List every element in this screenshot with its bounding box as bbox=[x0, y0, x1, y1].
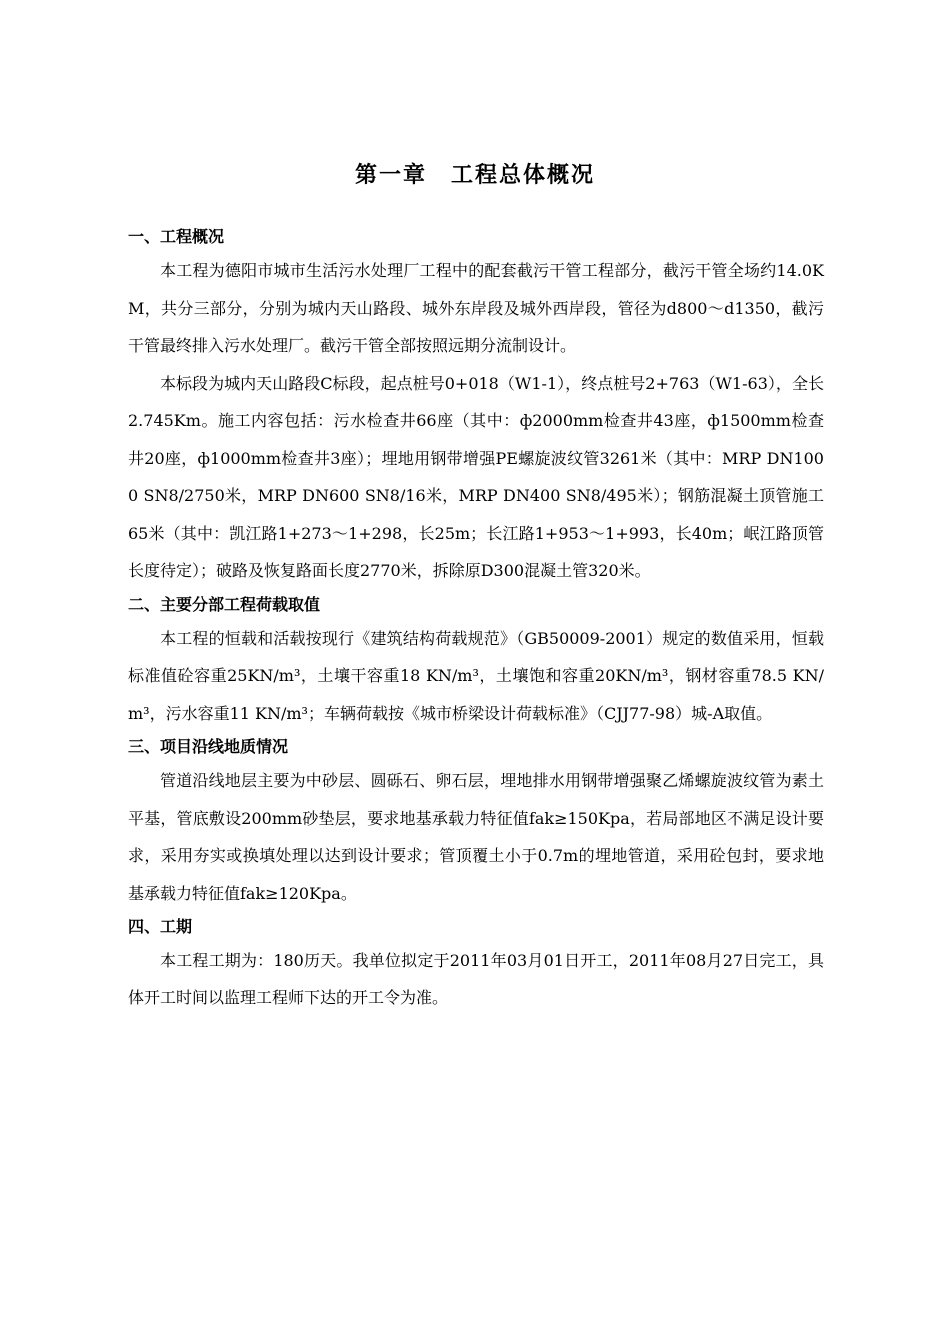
paragraph: 本工程为德阳市城市生活污水处理厂工程中的配套截污干管工程部分，截污干管全场约14.0KM，共分三部分，分别为城内天山路段、城外东岸段及城外西岸段，管径为d800～d1350，截污干管最终排入污水处理厂。截污干管全部按照远期分流制设计。 bbox=[128, 261, 824, 355]
section-geology bbox=[128, 732, 824, 912]
section-heading: 四、工期 bbox=[128, 917, 193, 936]
paragraph: 本工程的恒载和活载按现行《建筑结构荷载规范》（GB50009-2001）规定的数值采用，恒载标准值砼容重25KN/m³，土壤干容重18 KN/m³，土壤饱和容重20KN/m³，钢材容重78.5 KN/m³，污水容重11 KN/m³；车辆荷载按《城市桥梁设计荷载标准》（CJJ77-98）城-A取值。 bbox=[128, 628, 824, 723]
paragraph: 本工程工期为：180历天。我单位拟定于2011年03月01日开工，2011年08月27日完工，具体开工时间以监理工程师下达的开工令为准。 bbox=[128, 951, 824, 1007]
section-heading: 三、项目沿线地质情况 bbox=[128, 737, 289, 756]
section-overview bbox=[128, 222, 824, 590]
chapter-title: 第一章 工程总体概况 bbox=[354, 163, 595, 188]
section-loads bbox=[128, 590, 824, 733]
document-body bbox=[128, 222, 824, 1016]
paragraph: 本标段为城内天山路段C标段，起点桩号0+018（W1-1），终点桩号2+763（W1-63），全长2.745Km。施工内容包括：污水检查井66座（其中：ф2000mm检查井43座，ф1500mm检查井20座，ф1000mm检查井3座）；埋地用钢带增强PE螺旋波纹管3261米（其中：MRP DN1000 SN8/2750米，MRP DN600 SN8/16米，MRP DN400 SN8/495米）；钢筋混凝土顶管施工65米（其中：凯江路1+273～1+298，长25m；长江路1+953～1+993，长40m；岷江路顶管长度待定）；破路及恢复路面长度2770米，拆除原D300混凝土管320米。 bbox=[128, 373, 824, 580]
section-heading: 一、工程概况 bbox=[128, 227, 225, 246]
paragraph: 管道沿线地层主要为中砂层、圆砾石、卵石层，埋地排水用钢带增强聚乙烯螺旋波纹管为素土平基，管底敷设200mm砂垫层，要求地基承载力特征值fak≥150Kpa，若局部地区不满足设计要求，采用夯实或换填处理以达到设计要求；管顶覆土小于0.7m的埋地管道，采用砼包封，要求地基承载力特征值fak≥120Kpa。 bbox=[128, 771, 824, 903]
section-schedule bbox=[128, 912, 824, 1016]
section-heading: 二、主要分部工程荷载取值 bbox=[128, 594, 321, 614]
